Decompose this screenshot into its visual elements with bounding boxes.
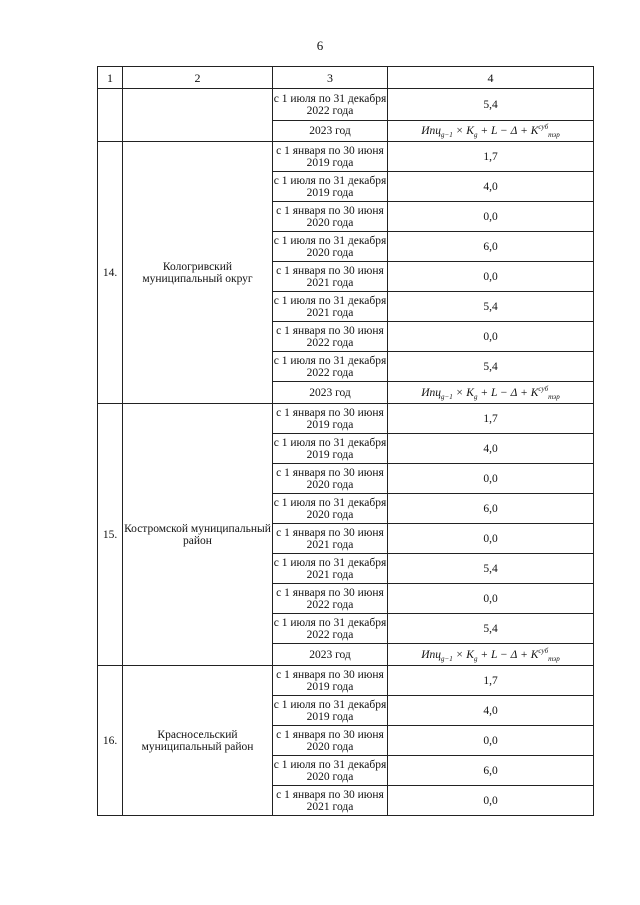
row-number: 15.: [98, 404, 123, 666]
tariff-table: [97, 66, 594, 816]
value-cell: 1,7: [388, 666, 594, 696]
value-cell: 1,7: [388, 404, 594, 434]
value-cell: 0,0: [388, 786, 594, 816]
header-cell: 2: [123, 67, 273, 89]
row-number: 16.: [98, 666, 123, 816]
value-cell: 5,4: [388, 89, 594, 121]
value-cell: 0,0: [388, 726, 594, 756]
formula-cell: $Ипц_{g-1} \times K_g + L - \Delta + K^{суб}_{тэр}$: [388, 644, 594, 666]
municipality-name: Кологривский муниципальный округ: [123, 142, 273, 404]
period-cell: с 1 июля по 31 декабря 2022 года: [273, 614, 388, 644]
value-cell: 4,0: [388, 172, 594, 202]
period-cell: с 1 июля по 31 декабря 2022 года: [273, 89, 388, 121]
period-cell: 2023 год: [273, 644, 388, 666]
header-cell: 4: [388, 67, 594, 89]
value-cell: 1,7: [388, 142, 594, 172]
formula-cell: $Ипц_{g-1} \times K_g + L - \Delta + K^{суб}_{тэр}$: [388, 121, 594, 142]
period-cell: с 1 января по 30 июня 2022 года: [273, 322, 388, 352]
value-cell: 5,4: [388, 292, 594, 322]
period-cell: с 1 января по 30 июня 2021 года: [273, 786, 388, 816]
value-cell: 6,0: [388, 756, 594, 786]
period-cell: с 1 июля по 31 декабря 2020 года: [273, 494, 388, 524]
municipality-name: Костромской муниципальный район: [123, 404, 273, 666]
period-cell: с 1 января по 30 июня 2019 года: [273, 142, 388, 172]
period-cell: 2023 год: [273, 382, 388, 404]
period-cell: с 1 июля по 31 декабря 2022 года: [273, 352, 388, 382]
period-cell: с 1 января по 30 июня 2020 года: [273, 202, 388, 232]
value-cell: 0,0: [388, 464, 594, 494]
period-cell: с 1 июля по 31 декабря 2020 года: [273, 756, 388, 786]
value-cell: 4,0: [388, 696, 594, 726]
period-cell: с 1 июля по 31 декабря 2019 года: [273, 172, 388, 202]
municipality-name: Красносельский муниципальный район: [123, 666, 273, 816]
period-cell: с 1 января по 30 июня 2019 года: [273, 666, 388, 696]
value-cell: 6,0: [388, 494, 594, 524]
period-cell: с 1 июля по 31 декабря 2021 года: [273, 554, 388, 584]
formula-cell: $Ипц_{g-1} \times K_g + L - \Delta + K^{суб}_{тэр}$: [388, 382, 594, 404]
period-cell: с 1 января по 30 июня 2022 года: [273, 584, 388, 614]
period-cell: с 1 января по 30 июня 2020 года: [273, 726, 388, 756]
header-cell: 1: [98, 67, 123, 89]
period-cell: с 1 января по 30 июня 2019 года: [273, 404, 388, 434]
header-row: [98, 67, 594, 89]
page-number: 6: [316, 38, 324, 53]
period-cell: с 1 января по 30 июня 2021 года: [273, 524, 388, 554]
period-cell: с 1 января по 30 июня 2021 года: [273, 262, 388, 292]
period-cell: с 1 июля по 31 декабря 2019 года: [273, 696, 388, 726]
header-cell: 3: [273, 67, 388, 89]
value-cell: 5,4: [388, 352, 594, 382]
table-row: [98, 89, 594, 121]
number-cell: [98, 89, 123, 142]
value-cell: 0,0: [388, 262, 594, 292]
value-cell: 5,4: [388, 614, 594, 644]
period-cell: 2023 год: [273, 121, 388, 142]
value-cell: 6,0: [388, 232, 594, 262]
value-cell: 0,0: [388, 584, 594, 614]
value-cell: 0,0: [388, 524, 594, 554]
name-cell: [123, 89, 273, 142]
value-cell: 4,0: [388, 434, 594, 464]
value-cell: 0,0: [388, 202, 594, 232]
row-number: 14.: [98, 142, 123, 404]
table-row: [98, 666, 594, 696]
period-cell: с 1 июля по 31 декабря 2020 года: [273, 232, 388, 262]
value-cell: 5,4: [388, 554, 594, 584]
table-row: [98, 142, 594, 172]
table-row: [98, 404, 594, 434]
value-cell: 0,0: [388, 322, 594, 352]
period-cell: с 1 июля по 31 декабря 2019 года: [273, 434, 388, 464]
period-cell: с 1 января по 30 июня 2020 года: [273, 464, 388, 494]
period-cell: с 1 июля по 31 декабря 2021 года: [273, 292, 388, 322]
